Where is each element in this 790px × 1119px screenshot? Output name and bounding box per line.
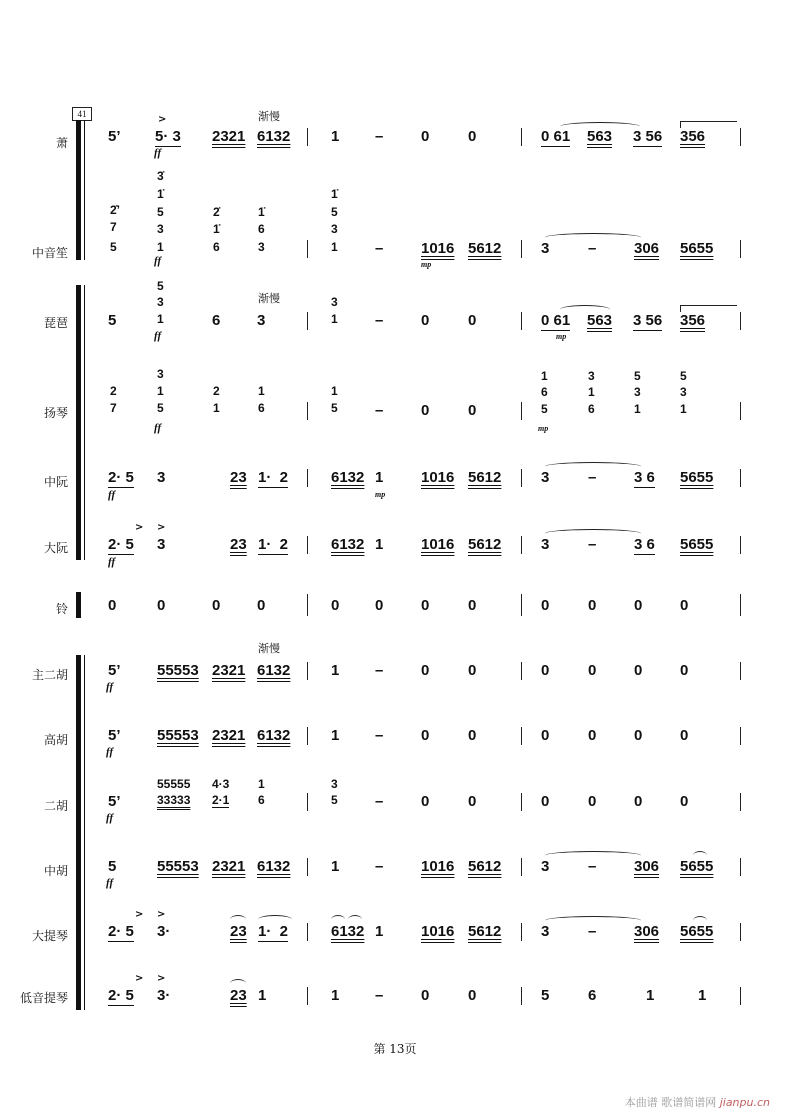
note: 1· 2 xyxy=(258,469,289,486)
note: 0 xyxy=(541,727,550,744)
barline xyxy=(521,662,522,680)
chord-note: 7 xyxy=(110,401,117,415)
dynamic-mp: mp xyxy=(421,260,432,269)
barline xyxy=(740,240,741,258)
note: 1016 xyxy=(421,240,455,257)
barline xyxy=(521,312,522,330)
chord-note: 3 xyxy=(157,222,164,236)
note: 0 61 xyxy=(541,128,571,145)
dynamic-mp: mp xyxy=(375,490,386,499)
barline xyxy=(521,469,522,487)
chord-note: 3 xyxy=(680,385,687,399)
note: 23 xyxy=(230,469,247,486)
chord-note: 33333 xyxy=(157,793,191,807)
chord-note: 6 xyxy=(213,240,220,254)
note: 0 61 xyxy=(541,312,571,329)
note: 23 xyxy=(230,536,247,553)
note: 5612 xyxy=(468,923,502,940)
tie xyxy=(680,305,737,312)
barline xyxy=(740,469,741,487)
chord-note: 1 xyxy=(213,401,220,415)
note: 3 xyxy=(541,858,550,875)
group-bracket-winds-thin xyxy=(84,120,85,260)
tie xyxy=(545,462,641,471)
barline xyxy=(307,594,308,616)
tempo-mark: 渐慢 xyxy=(258,642,280,655)
note: 3 xyxy=(157,536,166,553)
chord-note: 2 xyxy=(110,384,117,398)
note: – xyxy=(375,402,384,419)
chord-note: 3 xyxy=(258,240,265,254)
note: – xyxy=(375,793,384,810)
chord-note: 3 xyxy=(157,367,164,381)
tie xyxy=(230,915,246,924)
note: 6132 xyxy=(331,469,365,486)
note: 3 xyxy=(257,312,266,329)
note: 1 xyxy=(331,987,340,1004)
instrument-label: 中阮 xyxy=(43,475,68,489)
note: 1 xyxy=(375,923,384,940)
note: 1 xyxy=(331,662,340,679)
chord-note: 1 xyxy=(157,240,164,254)
barline xyxy=(521,727,522,745)
note: 0 xyxy=(421,793,430,810)
note: 0 xyxy=(468,793,477,810)
chord-note: 6 xyxy=(588,402,595,416)
chord-note: 6 xyxy=(541,385,548,399)
note: 0 xyxy=(421,402,430,419)
watermark xyxy=(625,1094,770,1110)
note: – xyxy=(375,240,384,257)
accent-mark: > xyxy=(157,973,166,984)
barline xyxy=(307,923,308,941)
instrument-label: 大提琴 xyxy=(31,929,68,943)
chord-note: 2·1 xyxy=(212,793,230,807)
dynamic-mp: mp xyxy=(538,424,549,433)
note: 0 xyxy=(468,727,477,744)
note: 6 xyxy=(212,312,221,329)
note: – xyxy=(375,727,384,744)
chord-note: 1 xyxy=(157,312,164,326)
note: 0 xyxy=(634,662,643,679)
note: 0 xyxy=(421,597,430,614)
dynamic-ff: ff xyxy=(154,147,162,159)
note: 3 xyxy=(157,469,166,486)
note: 0 xyxy=(468,402,477,419)
note: 55553 xyxy=(157,662,199,679)
instrument-label: 高胡 xyxy=(43,733,68,747)
note: 0 xyxy=(421,662,430,679)
note: 563 xyxy=(587,312,613,329)
instrument-label: 大阮 xyxy=(43,541,68,555)
dynamic-ff: ff xyxy=(106,746,114,758)
chord-note: 6 xyxy=(258,222,265,236)
note: 2321 xyxy=(212,662,246,679)
chord-note: 2 xyxy=(213,384,220,398)
note: 1 xyxy=(258,987,267,1004)
instrument-label: 低音提琴 xyxy=(19,991,68,1005)
note: 23 xyxy=(230,987,247,1004)
note: 5’ xyxy=(108,128,121,145)
note: 0 xyxy=(634,727,643,744)
chord-note: 2̇’ xyxy=(110,203,121,217)
note: 5655 xyxy=(680,536,714,553)
barline xyxy=(307,240,308,258)
chord-note: 5 xyxy=(634,369,641,383)
note: 0 xyxy=(588,662,597,679)
chord-note: 5 xyxy=(541,402,548,416)
note: 1 xyxy=(331,128,340,145)
note: 5655 xyxy=(680,240,714,257)
chord-note: 3 xyxy=(157,295,164,309)
chord-note: 3 xyxy=(331,777,338,791)
note: 3 6 xyxy=(634,469,655,486)
chord-note: 3̇ xyxy=(157,169,164,183)
note: 306 xyxy=(634,923,660,940)
barline xyxy=(740,312,741,330)
tie xyxy=(545,851,641,860)
note: 1· 2 xyxy=(258,536,289,553)
chord-note: 5 xyxy=(331,793,338,807)
note: 0 xyxy=(634,793,643,810)
tie xyxy=(693,851,707,860)
note: 3 6 xyxy=(634,536,655,553)
barline xyxy=(740,536,741,554)
chord-note: 1 xyxy=(258,384,265,398)
note: 2· 5 xyxy=(108,987,134,1004)
group-bracket-strings-thin xyxy=(84,655,85,1010)
note: 0 xyxy=(541,793,550,810)
tie xyxy=(545,529,641,538)
chord-note: 2̇ xyxy=(213,205,220,219)
instrument-label: 琵琶 xyxy=(43,316,68,330)
chord-note: 55555 xyxy=(157,777,191,791)
note: 0 xyxy=(468,987,477,1004)
note: 6132 xyxy=(257,727,291,744)
note: 5655 xyxy=(680,469,714,486)
note: 0 xyxy=(421,312,430,329)
barline xyxy=(740,402,741,420)
note: 0 xyxy=(588,727,597,744)
note: 0 xyxy=(680,727,689,744)
chord-note: 3 xyxy=(634,385,641,399)
note: 3 xyxy=(541,536,550,553)
note: 6132 xyxy=(257,858,291,875)
note: 6132 xyxy=(257,128,291,145)
note: 1 xyxy=(698,987,707,1004)
note: 1 xyxy=(646,987,655,1004)
note: – xyxy=(588,858,597,875)
note: 3 xyxy=(541,923,550,940)
accent-mark: > xyxy=(157,522,166,533)
note: 1 xyxy=(331,858,340,875)
dynamic-ff: ff xyxy=(108,489,116,501)
note: 0 xyxy=(588,793,597,810)
group-bracket-plucked-thin xyxy=(84,285,85,560)
note: 5612 xyxy=(468,858,502,875)
chord-note: 1 xyxy=(588,385,595,399)
measure-number: 41 xyxy=(72,107,92,121)
chord-note: 1̇ xyxy=(258,205,265,219)
note: 6132 xyxy=(257,662,291,679)
chord-note: 1̇ xyxy=(213,222,220,236)
barline xyxy=(521,594,522,616)
note: – xyxy=(375,312,384,329)
dynamic-ff: ff xyxy=(154,422,162,434)
note: 0 xyxy=(257,597,266,614)
barline xyxy=(521,240,522,258)
chord-note: 1 xyxy=(541,369,548,383)
note: 0 xyxy=(331,597,340,614)
chord-note: 5 xyxy=(331,401,338,415)
note: 2321 xyxy=(212,727,246,744)
barline xyxy=(307,987,308,1005)
note: 5’ xyxy=(108,793,121,810)
note: 3· xyxy=(157,987,171,1004)
note: 6132 xyxy=(331,536,365,553)
chord-note: 6 xyxy=(258,793,265,807)
barline xyxy=(740,662,741,680)
tempo-mark: 渐慢 xyxy=(258,292,280,305)
note: 1016 xyxy=(421,923,455,940)
note: 5’ xyxy=(108,662,121,679)
note: 55553 xyxy=(157,858,199,875)
tie xyxy=(560,122,640,131)
note: 6 xyxy=(588,987,597,1004)
note: – xyxy=(588,536,597,553)
barline xyxy=(740,594,741,616)
note: 306 xyxy=(634,858,660,875)
note: 0 xyxy=(588,597,597,614)
note: 3 xyxy=(541,469,550,486)
instrument-label: 主二胡 xyxy=(31,668,68,682)
barline xyxy=(521,987,522,1005)
chord-note: 1̇ xyxy=(331,187,338,201)
note: 5612 xyxy=(468,536,502,553)
note: 0 xyxy=(468,312,477,329)
accent-mark: > xyxy=(157,909,166,920)
note: 0 xyxy=(680,793,689,810)
chord-note: 1 xyxy=(331,384,338,398)
note: 0 xyxy=(375,597,384,614)
dynamic-ff: ff xyxy=(108,556,116,568)
note: 5655 xyxy=(680,923,714,940)
accent-mark: > xyxy=(135,909,144,920)
group-bracket-perc xyxy=(76,592,81,618)
note: 0 xyxy=(468,597,477,614)
note: 0 xyxy=(468,662,477,679)
barline xyxy=(740,858,741,876)
barline xyxy=(521,402,522,420)
note: – xyxy=(588,240,597,257)
instrument-label: 铃 xyxy=(55,602,68,616)
note: 1· 2 xyxy=(258,923,289,940)
note: – xyxy=(375,662,384,679)
chord-note: 3 xyxy=(588,369,595,383)
chord-note: 7 xyxy=(110,220,117,234)
note: 5 xyxy=(108,312,117,329)
chord-note: 3 xyxy=(331,295,338,309)
note: 0 xyxy=(680,662,689,679)
note: 2· 5 xyxy=(108,536,134,553)
note: 356 xyxy=(680,312,706,329)
chord-note: 5 xyxy=(157,205,164,219)
barline xyxy=(521,858,522,876)
group-bracket-winds xyxy=(76,120,81,260)
group-bracket-strings xyxy=(76,655,81,1010)
note: 0 xyxy=(680,597,689,614)
chord-note: 5 xyxy=(110,240,117,254)
dynamic-ff: ff xyxy=(154,330,162,342)
chord-note: 5 xyxy=(331,205,338,219)
note: 563 xyxy=(587,128,613,145)
chord-note: 5 xyxy=(680,369,687,383)
chord-note: 1 xyxy=(680,402,687,416)
barline xyxy=(307,312,308,330)
barline xyxy=(740,793,741,811)
barline xyxy=(307,469,308,487)
instrument-label: 萧 xyxy=(55,136,68,150)
tie xyxy=(348,915,362,924)
watermark-text: 本曲谱 歌谱简谱网 xyxy=(624,1096,717,1109)
barline xyxy=(521,793,522,811)
barline xyxy=(307,727,308,745)
barline xyxy=(740,727,741,745)
barline xyxy=(740,128,741,146)
note: 1 xyxy=(375,536,384,553)
note: 2· 5 xyxy=(108,923,134,940)
instrument-label: 二胡 xyxy=(43,799,68,813)
note: – xyxy=(588,469,597,486)
note: 2· 5 xyxy=(108,469,134,486)
note: 0 xyxy=(108,597,117,614)
tie xyxy=(230,979,246,988)
tie xyxy=(258,915,292,924)
barline xyxy=(740,923,741,941)
note: – xyxy=(375,128,384,145)
chord-note: 1 xyxy=(331,240,338,254)
note: 0 xyxy=(541,597,550,614)
instrument-label: 中音笙 xyxy=(31,246,68,260)
note: 1016 xyxy=(421,536,455,553)
note: – xyxy=(375,987,384,1004)
note: 55553 xyxy=(157,727,199,744)
tie xyxy=(545,916,641,925)
dynamic-mp: mp xyxy=(556,332,567,341)
note: 1 xyxy=(375,469,384,486)
barline xyxy=(307,128,308,146)
barline xyxy=(740,987,741,1005)
tie xyxy=(331,915,345,924)
chord-note: 5 xyxy=(157,279,164,293)
barline xyxy=(521,923,522,941)
note: 3 xyxy=(541,240,550,257)
barline xyxy=(307,858,308,876)
chord-note: 1 xyxy=(634,402,641,416)
watermark-logo: jianpu.cn xyxy=(719,1096,770,1109)
tie xyxy=(560,305,610,314)
barline xyxy=(521,536,522,554)
note: 2321 xyxy=(212,128,246,145)
note: 0 xyxy=(541,662,550,679)
note: 1016 xyxy=(421,469,455,486)
note: 5612 xyxy=(468,240,502,257)
dynamic-ff: ff xyxy=(106,681,114,693)
page-number: 第 13页 xyxy=(373,1042,417,1056)
chord-note: 5 xyxy=(157,401,164,415)
chord-note: 1 xyxy=(331,312,338,326)
chord-note: 6 xyxy=(258,401,265,415)
barline xyxy=(307,662,308,680)
tie xyxy=(545,233,641,242)
note: 5 xyxy=(108,858,117,875)
note: 3 56 xyxy=(633,312,663,329)
dynamic-ff: ff xyxy=(154,255,162,267)
barline xyxy=(521,128,522,146)
chord-note: 4·3 xyxy=(212,777,230,791)
note: 5655 xyxy=(680,858,714,875)
note: 0 xyxy=(421,727,430,744)
note: 3 56 xyxy=(633,128,663,145)
note: 1 xyxy=(331,727,340,744)
group-bracket-plucked xyxy=(76,285,81,560)
note: 0 xyxy=(468,128,477,145)
barline xyxy=(307,402,308,420)
note: 6132 xyxy=(331,923,365,940)
instrument-label: 中胡 xyxy=(43,864,68,878)
note: 2321 xyxy=(212,858,246,875)
note: 356 xyxy=(680,128,706,145)
chord-note: 1̇ xyxy=(157,187,164,201)
note: 0 xyxy=(421,128,430,145)
instrument-label: 扬琴 xyxy=(43,406,68,420)
note: 306 xyxy=(634,240,660,257)
note: 0 xyxy=(157,597,166,614)
note: 23 xyxy=(230,923,247,940)
note: – xyxy=(375,858,384,875)
note: 5· 3 xyxy=(155,128,181,145)
tie xyxy=(693,916,707,925)
accent-mark: > xyxy=(158,114,167,125)
note: 5’ xyxy=(108,727,121,744)
tie xyxy=(680,121,737,128)
note: 0 xyxy=(634,597,643,614)
chord-note: 3 xyxy=(331,222,338,236)
dynamic-ff: ff xyxy=(106,877,114,889)
chord-note: 1 xyxy=(157,384,164,398)
barline xyxy=(307,793,308,811)
note: 5612 xyxy=(468,469,502,486)
accent-mark: > xyxy=(135,522,144,533)
note: 0 xyxy=(212,597,221,614)
chord-note: 1 xyxy=(258,777,265,791)
tempo-mark: 渐慢 xyxy=(258,110,280,123)
note: 3· xyxy=(157,923,171,940)
note: 1016 xyxy=(421,858,455,875)
barline xyxy=(307,536,308,554)
note: 5 xyxy=(541,987,550,1004)
note: 0 xyxy=(421,987,430,1004)
dynamic-ff: ff xyxy=(106,812,114,824)
accent-mark: > xyxy=(135,973,144,984)
note: – xyxy=(588,923,597,940)
